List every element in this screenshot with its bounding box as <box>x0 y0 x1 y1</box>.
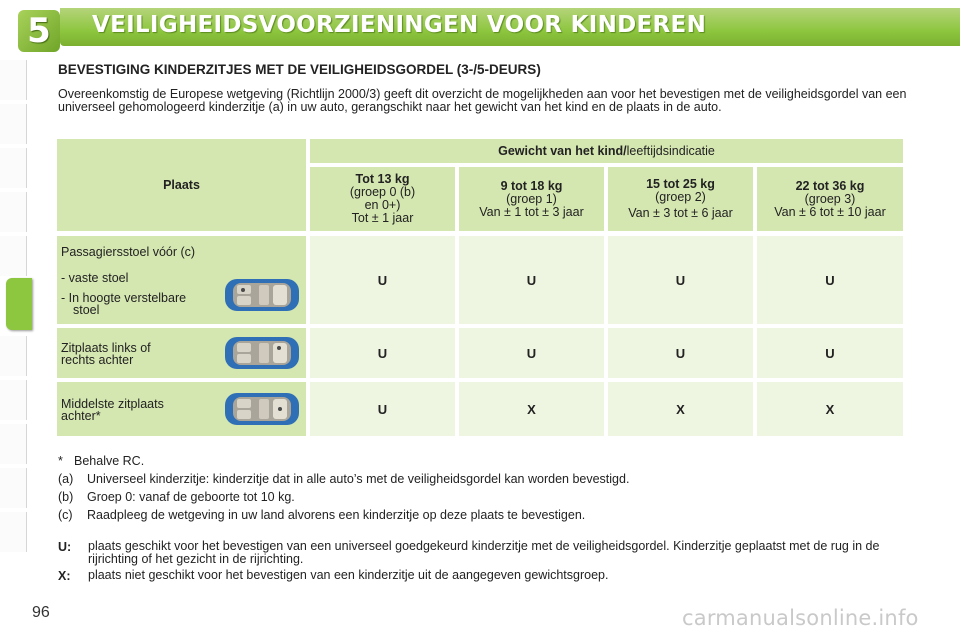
section-title: BEVESTIGING KINDERZITJES MET DE VEILIGHEIDSGORDEL (3-/5-DEURS) <box>58 62 541 77</box>
suitability-mark: X <box>825 401 835 417</box>
chapter-tab <box>0 104 27 144</box>
chapter-tab <box>0 60 27 100</box>
value-cell <box>310 236 455 324</box>
legend-key: U: <box>58 540 72 554</box>
car-seat-diagram-icon <box>223 276 301 314</box>
car-seat-diagram-icon <box>223 390 301 428</box>
seat-label: Passagiersstoel vóór (c) <box>61 245 196 259</box>
group-header <box>310 167 455 231</box>
suitability-mark: U <box>377 272 388 288</box>
chapter-tab <box>0 148 27 188</box>
footnote-text: Universeel kinderzitje: kinderzitje dat in alle auto’s met de veiligheidsgordel kan worden bevestigd. <box>87 472 630 486</box>
chapter-tab <box>0 236 27 276</box>
seat-label: rechts achter <box>61 353 134 367</box>
group-line: (groep 2) <box>655 190 706 204</box>
chapter-header <box>0 0 960 50</box>
intro-paragraph: Overeenkomstig de Europese wetgeving (Richtlijn 2000/3) geeft dit overzicht de mogelijkheden aan voor het bevestigen met de veiligheidsgordel van een universeel gehomologeerd kinderzitje (a) in uw auto, gerangschikt naar het gewicht van het kind en de plaats in de auto. <box>58 87 907 114</box>
group-line: Van ± 3 tot ± 6 jaar <box>628 206 733 220</box>
group-line: en 0+) <box>364 198 401 212</box>
value-cell <box>310 328 455 378</box>
group-line: (groep 0 (b) <box>349 185 416 199</box>
value-cell <box>310 382 455 436</box>
group-header <box>608 167 753 231</box>
weight-header-rest: leeftijdsindicatie <box>626 143 715 158</box>
group-line: (groep 3) <box>804 191 856 206</box>
weight-header-bold: Gewicht van het kind/ <box>498 143 627 158</box>
footnote-text: Raadpleeg de wetgeving in uw land alvorens een kinderzitje op deze plaats te bevestigen. <box>87 508 586 522</box>
value-cell <box>608 236 753 324</box>
weight-header <box>310 139 903 163</box>
seat-sublabel: stoel <box>73 303 100 317</box>
suitability-mark: U <box>825 272 835 288</box>
seat-cell-rear-middle <box>57 382 306 436</box>
chapter-tab <box>0 336 27 376</box>
page-number: 96 <box>32 604 50 621</box>
suitability-mark: U <box>377 345 388 361</box>
chapter-title: VEILIGHEIDSVOORZIENINGEN VOOR KINDEREN <box>92 12 707 38</box>
footnote-text: Groep 0: vanaf de geboorte tot 10 kg. <box>87 490 295 504</box>
footnote-key: (c) <box>58 508 73 522</box>
value-cell <box>757 328 903 378</box>
seat-label: achter* <box>61 409 101 423</box>
place-header <box>57 139 306 231</box>
value-cell <box>608 382 753 436</box>
suitability-mark: U <box>675 345 686 361</box>
footnote-text: Behalve RC. <box>74 454 145 468</box>
suitability-mark: U <box>825 345 835 361</box>
chapter-tab-active <box>6 278 32 330</box>
value-cell <box>608 328 753 378</box>
watermark: carmanualsonline.info <box>682 606 919 630</box>
suitability-mark: U <box>526 272 537 288</box>
seat-cell-rear-side <box>57 328 306 378</box>
group-weight: 15 tot 25 kg <box>646 177 715 191</box>
value-cell <box>459 236 604 324</box>
chapter-number-badge: 5 <box>18 10 60 52</box>
chapter-tab <box>0 424 27 464</box>
group-line: Tot ± 1 jaar <box>351 211 414 225</box>
suitability-mark: X <box>527 401 536 417</box>
car-seat-diagram-icon <box>223 334 301 372</box>
footnote-key: (a) <box>58 472 74 486</box>
chapter-tabs <box>0 60 30 580</box>
seat-label: Middelste zitplaats <box>61 397 164 411</box>
value-cell <box>459 328 604 378</box>
suitability-mark: U <box>675 272 686 288</box>
group-line: Van ± 6 tot ± 10 jaar <box>774 204 886 219</box>
legend-text: plaats niet geschikt voor het bevestigen van een kinderzitje uit de aangegeven gewichtsgroep. <box>88 568 609 582</box>
chapter-tab <box>0 192 27 232</box>
legend-key: X: <box>58 569 71 583</box>
group-line: (groep 1) <box>506 191 557 206</box>
seat-sublabel: - In hoogte verstelbare <box>61 291 187 305</box>
place-header-label: Plaats <box>163 177 200 192</box>
group-header <box>757 167 903 231</box>
suitability-mark: U <box>526 345 537 361</box>
seat-sublabel: - vaste stoel <box>61 271 129 285</box>
chapter-tab <box>0 380 27 420</box>
group-header <box>459 167 604 231</box>
footnote-key: (b) <box>58 490 74 504</box>
seat-cell-front-passenger <box>57 236 306 324</box>
value-cell <box>757 236 903 324</box>
chapter-tab <box>0 512 27 552</box>
suitability-mark: X <box>676 401 685 417</box>
group-weight: 22 tot 36 kg <box>795 178 865 193</box>
suitability-mark: U <box>377 401 388 417</box>
footnote-key: * <box>58 454 63 468</box>
seat-label: Zitplaats links of <box>61 341 151 355</box>
legend-text: plaats geschikt voor het bevestigen van een universeel goedgekeurd kinderzitje met de veiligheidsgordel. Kinderzitje geplaatst met de rug in de rijrichting of het gezicht in de rijrichting. <box>88 539 880 566</box>
group-weight: Tot 13 kg <box>355 172 410 186</box>
value-cell <box>757 382 903 436</box>
value-cell <box>459 382 604 436</box>
group-weight: 9 tot 18 kg <box>500 178 563 193</box>
chapter-tab <box>0 468 27 508</box>
group-line: Van ± 1 tot ± 3 jaar <box>479 204 584 219</box>
